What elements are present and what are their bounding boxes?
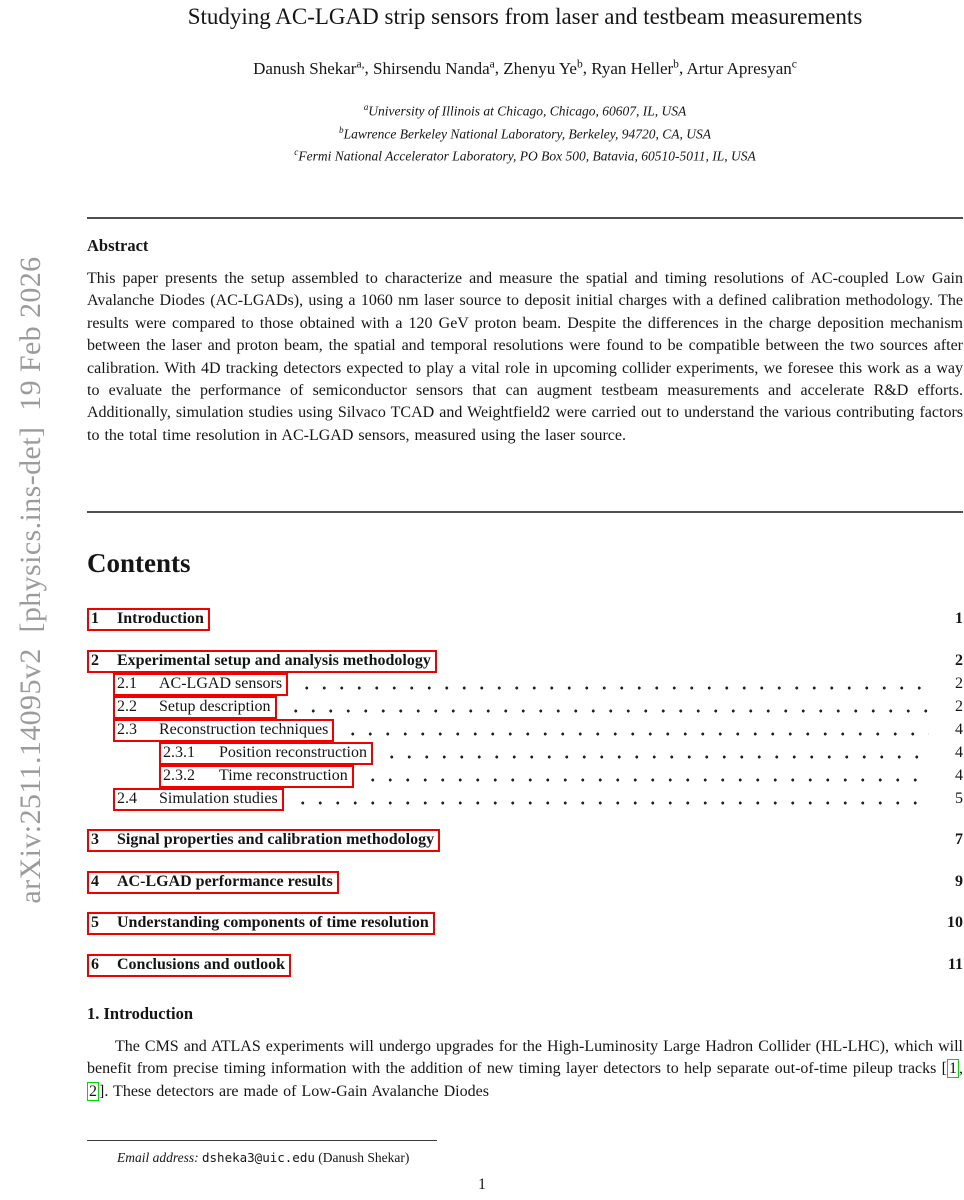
toc-entry-number: 2.2 bbox=[117, 697, 137, 715]
toc-dot-leader bbox=[298, 673, 929, 696]
toc-row bbox=[87, 829, 963, 852]
toc-dot-leader bbox=[383, 742, 929, 765]
toc-row bbox=[87, 650, 963, 673]
affiliation-mark: b bbox=[339, 124, 344, 135]
divider-bottom bbox=[87, 511, 963, 513]
table-of-contents bbox=[87, 608, 963, 977]
contents-heading: Contents bbox=[87, 548, 191, 578]
toc-entry-number: 2.3.2 bbox=[163, 766, 195, 784]
author-name: Danush Shekar$^{a,}$ bbox=[253, 57, 365, 78]
toc-entry-number: 6 bbox=[91, 955, 99, 973]
footnote-block bbox=[87, 1140, 963, 1166]
toc-link-2-1[interactable] bbox=[113, 673, 288, 696]
toc-row bbox=[87, 696, 963, 719]
abstract-text: This paper presents the setup assembled to characterize and measure the spatial and timing resolutions of AC-coupled Low Gain Avalanche Diodes (AC-LGADs), using a 1060 nm laser source to deposit initial charges with a defined calibration methodology. The results were compared to those obtained with a 120 GeV proton beam. Despite the differences in the charge deposition mechanism between the laser and proton beam, the spatial and temporal resolutions were found to be compatible between the two sources after calibration. With 4D tracking detectors expected to play a vital role in upcoming collider experiments, we foresee this work as a way to evaluate the performance of semiconductor sensors that can augment testbeam measurements and accelerate R&D efforts. Additionally, simulation studies using Silvaco TCAD and Weightfield2 were carried out to understand the various contributing factors to the total time resolution in AC-LGAD sensors, measured using the laser source. bbox=[87, 270, 963, 444]
page-number: 1 bbox=[478, 1176, 486, 1193]
toc-entry-title: Experimental setup and analysis methodology bbox=[117, 651, 431, 669]
toc-link-2-3[interactable] bbox=[113, 719, 334, 742]
paper-title: Studying AC-LGAD strip sensors from laser and testbeam measurements bbox=[187, 4, 863, 29]
toc-link-3[interactable] bbox=[87, 829, 440, 852]
toc-row bbox=[87, 765, 963, 788]
toc-row bbox=[87, 742, 963, 765]
divider-top bbox=[87, 217, 963, 219]
toc-page-number: 10 bbox=[947, 914, 963, 931]
toc-link-2-4[interactable] bbox=[113, 788, 284, 811]
toc-dot-leader bbox=[301, 954, 929, 977]
toc-entry-number: 2.3.1 bbox=[163, 743, 195, 761]
toc-page-number: 4 bbox=[955, 766, 963, 784]
toc-dot-leader bbox=[450, 829, 929, 852]
toc-link-2-2[interactable] bbox=[113, 696, 277, 719]
author-name: Artur Apresyan$^c$ bbox=[686, 57, 797, 78]
toc-entry-title: AC-LGAD sensors bbox=[159, 674, 283, 692]
toc-page-number: 4 bbox=[955, 720, 963, 738]
toc-dot-leader bbox=[287, 696, 929, 719]
toc-row bbox=[87, 788, 963, 811]
toc-entry-title: Simulation studies bbox=[159, 789, 278, 807]
toc-row bbox=[87, 871, 963, 894]
toc-row bbox=[87, 954, 963, 977]
toc-dot-leader bbox=[445, 912, 929, 935]
intro-paragraph: The CMS and ATLAS experiments will undergo upgrades for the High-Luminosity Large Hadron Collider (HL-LHC), which will benefit from precise timing information with the addition of new timing layer detectors to help separate out-of-time pileup tracks [ 1 , 2 ]. These detectors are made of Low-Gain Avalanche Diodes bbox=[87, 1038, 963, 1100]
citation-link-1[interactable]: 1 bbox=[949, 1060, 957, 1078]
toc-entry-title: Time reconstruction bbox=[219, 766, 348, 784]
toc-page-number: 2 bbox=[955, 651, 963, 669]
toc-entry-title: AC-LGAD performance results bbox=[117, 872, 333, 890]
toc-link-2-3-1[interactable] bbox=[159, 742, 373, 765]
toc-dot-leader bbox=[364, 765, 929, 788]
author-affiliation-mark: c bbox=[791, 57, 797, 70]
toc-entry-number: 2.4 bbox=[117, 789, 137, 807]
author-affiliation-mark: a, bbox=[356, 57, 365, 70]
author-affiliation-mark: b bbox=[673, 57, 679, 70]
toc-page-number: 5 bbox=[955, 789, 963, 807]
toc-entry-title: Setup description bbox=[159, 697, 271, 715]
toc-link-1[interactable] bbox=[87, 608, 210, 631]
toc-entry-number: 5 bbox=[91, 914, 99, 931]
toc-entry-number: 1 bbox=[91, 610, 99, 627]
author-name: Zhenyu Ye$^b$ bbox=[503, 57, 583, 78]
toc-dot-leader bbox=[294, 788, 929, 811]
toc-dot-leader bbox=[349, 871, 929, 894]
toc-entry-title: Introduction bbox=[117, 610, 204, 627]
toc-entry-number: 3 bbox=[91, 831, 99, 848]
email-address: dsheka3@uic.edu bbox=[202, 1150, 315, 1165]
toc-dot-leader bbox=[344, 719, 929, 742]
author-line: Danush Shekar$^{a,}$, Shirsendu Nanda$^a$, Zhenyu Ye$^b$, Ryan Heller$^b$, Artur Apresyan$^c$ bbox=[253, 57, 797, 78]
footnote-rule bbox=[87, 1140, 437, 1141]
affiliation-line: $^c$Fermi National Accelerator Laboratory, PO Box 500, Batavia, 60510-5011, IL, USA bbox=[294, 147, 756, 164]
author-affiliation-mark: b bbox=[576, 57, 583, 70]
toc-entry-title: Understanding components of time resolution bbox=[117, 914, 429, 931]
toc-page-number: 1 bbox=[955, 610, 963, 627]
toc-page-number: 4 bbox=[955, 743, 963, 761]
toc-page-number: 9 bbox=[955, 872, 963, 890]
footnote-email-line bbox=[87, 1150, 963, 1166]
toc-row bbox=[87, 719, 963, 742]
toc-dot-leader bbox=[220, 608, 929, 631]
toc-link-5[interactable] bbox=[87, 912, 435, 935]
email-name-suffix: (Danush Shekar) bbox=[314, 1150, 410, 1165]
toc-row bbox=[87, 608, 963, 631]
author-name: Shirsendu Nanda$^a$ bbox=[373, 57, 495, 78]
toc-entry-title: Conclusions and outlook bbox=[117, 955, 286, 973]
affiliation-line: $^a$University of Illinois at Chicago, Chicago, 60607, IL, USA bbox=[363, 102, 687, 119]
abstract-heading: Abstract bbox=[87, 236, 149, 255]
toc-entry-title: Reconstruction techniques bbox=[159, 720, 329, 738]
toc-entry-number: 2.3 bbox=[117, 720, 137, 738]
toc-entry-number: 2.1 bbox=[117, 674, 137, 692]
author-name: Ryan Heller$^b$ bbox=[591, 57, 679, 78]
toc-row bbox=[87, 673, 963, 696]
toc-entry-number: 4 bbox=[91, 872, 99, 890]
affiliation-mark: a bbox=[363, 102, 369, 112]
citation-link-2[interactable]: 2 bbox=[89, 1082, 97, 1100]
toc-entry-title: Position reconstruction bbox=[219, 743, 367, 761]
affiliation-mark: c bbox=[294, 147, 299, 157]
toc-row bbox=[87, 912, 963, 935]
toc-link-4[interactable] bbox=[87, 871, 339, 894]
toc-page-number: 2 bbox=[955, 674, 963, 692]
toc-page-number: 2 bbox=[955, 697, 963, 715]
toc-link-2-3-2[interactable] bbox=[159, 765, 354, 788]
author-affiliation-mark: a bbox=[489, 57, 495, 70]
affiliation-list bbox=[87, 98, 963, 166]
toc-entry-number: 2 bbox=[91, 651, 99, 669]
section-1-heading: 1. Introduction bbox=[87, 1004, 194, 1023]
toc-link-2[interactable] bbox=[87, 650, 437, 673]
toc-page-number: 11 bbox=[947, 955, 963, 973]
affiliation-line: $^b$Lawrence Berkeley National Laboratory, Berkeley, 94720, CA, USA bbox=[339, 124, 711, 141]
email-address-label: Email address: bbox=[117, 1150, 199, 1165]
toc-page-number: 7 bbox=[955, 831, 963, 848]
arxiv-watermark: arXiv:2511.14095v2 [physics.ins-det] 19 Feb 2026 bbox=[14, 256, 47, 904]
toc-dot-leader bbox=[447, 650, 929, 673]
toc-link-6[interactable] bbox=[87, 954, 291, 977]
toc-entry-title: Signal properties and calibration methodology bbox=[117, 831, 435, 848]
